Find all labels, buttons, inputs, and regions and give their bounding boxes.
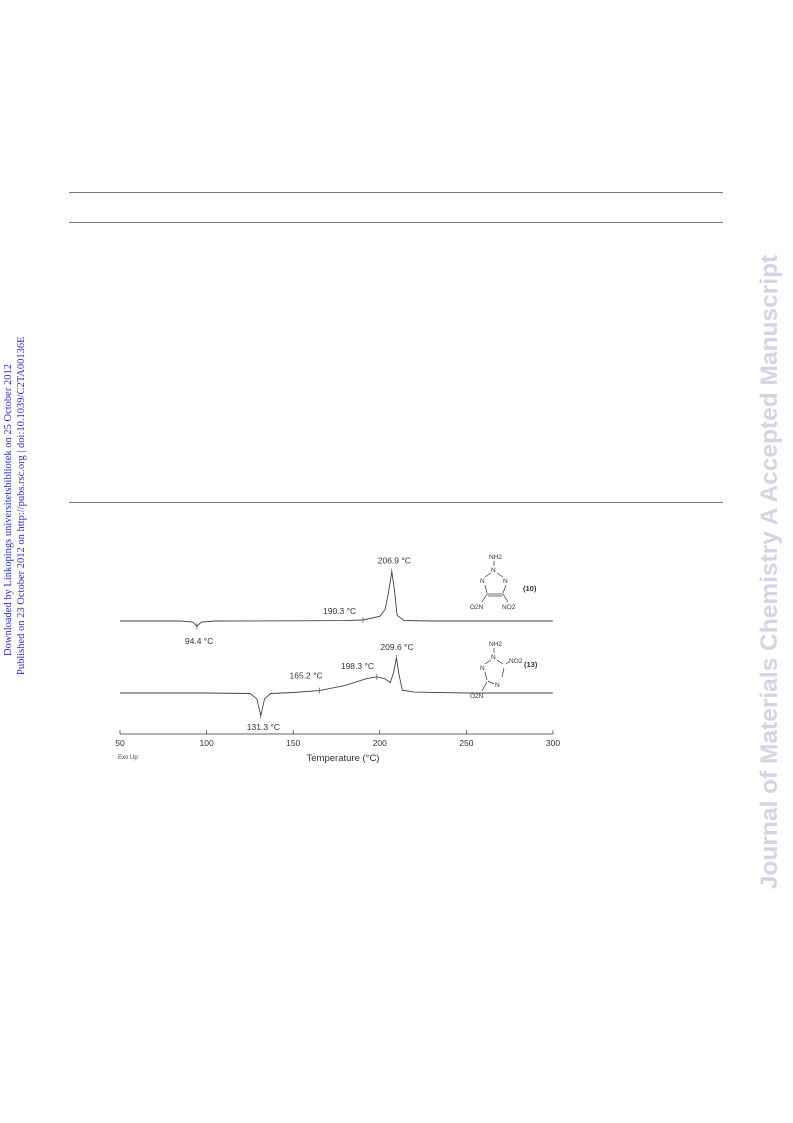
s13-o2n: O2N — [470, 693, 484, 700]
peak-temperature-label: 94.4 °C — [184, 636, 214, 647]
dsc-chart-svg — [110, 543, 570, 770]
exo-up-label: Exo Up — [118, 755, 138, 761]
s10-nh2: NH2 — [489, 554, 503, 561]
s10-label: (10) — [523, 584, 537, 593]
peak-temperature-label: 206.9 °C — [377, 555, 411, 566]
s13-nh2: NH2 — [489, 641, 503, 648]
s13-label: (13) — [524, 660, 538, 669]
peak-temperature-label: 190.3 °C — [322, 606, 357, 617]
top-rule-2 — [69, 222, 723, 223]
published-line[interactable]: Published on 23 October 2012 on http://pubs.rsc.org | doi:10.1039/C2TA00136E — [16, 336, 27, 675]
top-rule-1 — [69, 192, 723, 193]
s13-n1: N — [491, 654, 496, 661]
structure-13 — [470, 641, 538, 700]
s10-n3: N — [503, 578, 508, 585]
mid-rule — [69, 502, 723, 503]
dsc-curve-10 — [120, 572, 553, 627]
x-axis-title: Temperature (°C) — [306, 753, 380, 764]
peak-temperature-label: 165.2 °C — [289, 670, 323, 681]
peak-temperature-label: 198.3 °C — [340, 660, 375, 671]
download-line[interactable]: Downloaded by Linkopings universitetsbibliotek on 25 October 2012 — [3, 364, 14, 656]
s13-n3: N — [495, 682, 500, 689]
x-tick-label: 300 — [545, 738, 561, 748]
download-info-sidebar — [2, 336, 32, 675]
journal-watermark — [752, 222, 788, 922]
dsc-curve-13 — [120, 658, 553, 716]
x-tick-label: 100 — [199, 738, 214, 748]
peak-temperature-label: 209.6 °C — [380, 641, 414, 652]
x-tick-label: 150 — [286, 738, 301, 748]
x-tick-label: 50 — [115, 738, 125, 748]
peak-temperature-label: 131.3 °C — [246, 721, 280, 732]
s13-n2: N — [480, 665, 485, 672]
x-axis-ticks — [115, 730, 560, 748]
s10-no2: NO2 — [502, 604, 516, 611]
s10-n2: N — [480, 578, 485, 585]
s10-o2n: O2N — [470, 604, 484, 611]
structure-10 — [470, 554, 537, 611]
s10-n1: N — [491, 567, 496, 574]
watermark-text: Journal of Materials Chemistry A Accepted Manuscript — [756, 254, 783, 890]
dsc-thermogram-figure — [110, 543, 570, 770]
x-tick-label: 200 — [372, 738, 387, 748]
s13-no2: NO2 — [509, 658, 523, 665]
x-tick-label: 250 — [459, 738, 474, 748]
